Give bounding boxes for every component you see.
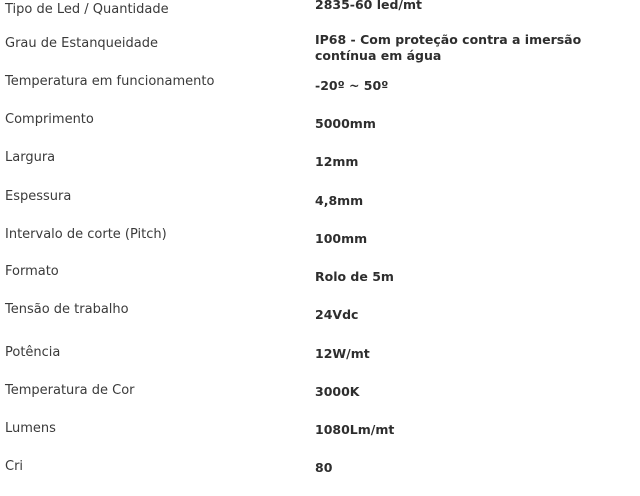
spec-row-potencia bbox=[0, 344, 640, 382]
spec-value: 4,8mm bbox=[315, 193, 364, 208]
spec-label: Intervalo de corte (Pitch) bbox=[5, 227, 167, 242]
spec-row-comprimento bbox=[0, 110, 640, 148]
spec-value: 3000K bbox=[315, 384, 360, 399]
spec-value: 24Vdc bbox=[315, 307, 359, 322]
spec-row-espessura bbox=[0, 187, 640, 225]
spec-row-tensao bbox=[0, 301, 640, 339]
spec-value: -20º ~ 50º bbox=[315, 78, 389, 93]
spec-value: 12W/mt bbox=[315, 346, 370, 361]
spec-row-cri bbox=[0, 458, 640, 496]
spec-value: Rolo de 5m bbox=[315, 269, 394, 284]
spec-label: Comprimento bbox=[5, 112, 94, 127]
spec-value: 1080Lm/mt bbox=[315, 422, 395, 437]
spec-label: Grau de Estanqueidade bbox=[5, 36, 158, 51]
spec-value: 100mm bbox=[315, 231, 368, 246]
spec-label: Tensão de trabalho bbox=[5, 302, 129, 317]
spec-row-lumens bbox=[0, 420, 640, 458]
spec-label: Espessura bbox=[5, 189, 72, 204]
spec-label: Potência bbox=[5, 345, 61, 360]
spec-row-intervalo-corte bbox=[0, 225, 640, 263]
spec-value: 12mm bbox=[315, 154, 359, 169]
spec-label: Temperatura em funcionamento bbox=[5, 74, 215, 89]
spec-row-largura bbox=[0, 148, 640, 186]
spec-value: 80 bbox=[315, 460, 333, 475]
spec-row-estanqueidade bbox=[0, 34, 640, 72]
spec-value: 5000mm bbox=[315, 116, 376, 131]
spec-row-temperatura-funcionamento bbox=[0, 72, 640, 110]
spec-label: Lumens bbox=[5, 421, 56, 436]
spec-row-temperatura-cor bbox=[0, 382, 640, 420]
spec-label: Temperatura de Cor bbox=[5, 383, 135, 398]
spec-value: 2835-60 led/mt bbox=[315, 0, 423, 12]
spec-label: Cri bbox=[5, 459, 24, 474]
spec-row-formato bbox=[0, 263, 640, 301]
spec-label: Tipo de Led / Quantidade bbox=[5, 2, 169, 17]
spec-label: Formato bbox=[5, 264, 59, 279]
spec-value: IP68 - Com proteção contra a imersão contínua em água bbox=[315, 32, 582, 63]
spec-label: Largura bbox=[5, 150, 56, 165]
